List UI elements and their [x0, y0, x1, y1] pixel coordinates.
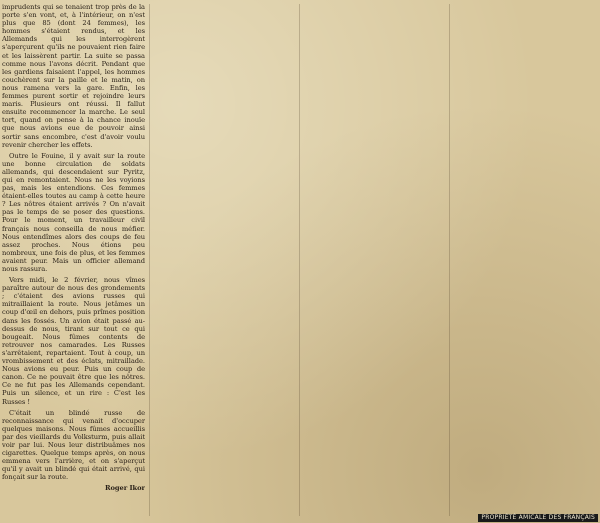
article-paragraph: imprudents qui se tenaient trop près de la porte s'en vont, et, à l'intérieur, on n'est plus que 85 (dont 24 femmes), les hommes s'étaient rendus, et les Allemands qui les interrogèrent s'aperçurent qu'ils ne pouvaient rien faire et les laissèrent partir. La suite se passa comme nous l'avons décrit. Pendant que les gardiens faisaient l'appel, les hommes couchèrent sur la paille et le matin, on nous ramena vers la gare. Enfin, les femmes purent sortir et rejoindre leurs maris. Plusieurs ont réussi. Il fallut ensuite recommencer la marche. Le seul tort, quand on pense à la chance inouïe que nous avions eue de pouvoir ainsi sortir sans encombre, c'est d'avoir voulu revenir chercher les effets. — [2, 3, 145, 149]
author-signature: Roger Ikor — [104, 484, 145, 493]
article-paragraph: Outre le Fouine, il y avait sur la route une bonne circulation de soldats allemands, qui descendaient sur Pyritz, qui en remontaient. Nous ne les voyions pas, mais les entendions. Ces femmes étaient-elles toutes au camp à cette heure ? Les nôtres étaient arrivés ? On n'avait pas le temps de se poser des questions. Pour le moment, un travailleur civil français nous conseilla de nous méfier. Nous entendîmes alors des coups de feu assez proches. Nous étions peu nombreux, une fois de plus, et les femmes avaient peur. Mais un officier allemand nous rassura. — [2, 151, 145, 273]
article-paragraph: Vers midi, le 2 février, nous vîmes paraître autour de nous des grondements ; c'étaient des avions russes qui mitraillaient la route. Nous jetâmes un coup d'œil en dehors, puis prîmes position dans les fossés. Un avion était passé au-dessus de nous, tirant sur tout ce qui bougeait. Nous fûmes contents de retrouver nos camarades. Les Russes s'arrêtaient, repartaient. Tout à coup, un vrombissement et des éclats, mitraillade. Nous avions eu peur. Puis un coup de canon. Ce ne pouvait être que les nôtres. Ce ne fut pas les Allemands cependant. Puis un silence, et un rire : C'est les Russes ! — [2, 276, 145, 406]
column-divider — [149, 4, 150, 516]
column-divider — [299, 4, 300, 516]
article-paragraph: C'était un blindé russe de reconnaissance qui venait d'occuper quelques maisons. Nous fûmes accueillis par des vieillards du Volksturm, puis allait voir par lui. Nous leur distribuâmes nos cigarettes. Quelque temps après, on nous emmena vers l'arrière, et on s'aperçut qu'il y avait un blindé qui était arrivé, qui fonçait sur la route. — [2, 408, 145, 482]
article-column-1 — [2, 3, 145, 519]
archive-credit-stamp: PROPRIÉTÉ AMICALE DES FRANÇAIS — [478, 514, 598, 522]
column-divider — [449, 4, 450, 516]
